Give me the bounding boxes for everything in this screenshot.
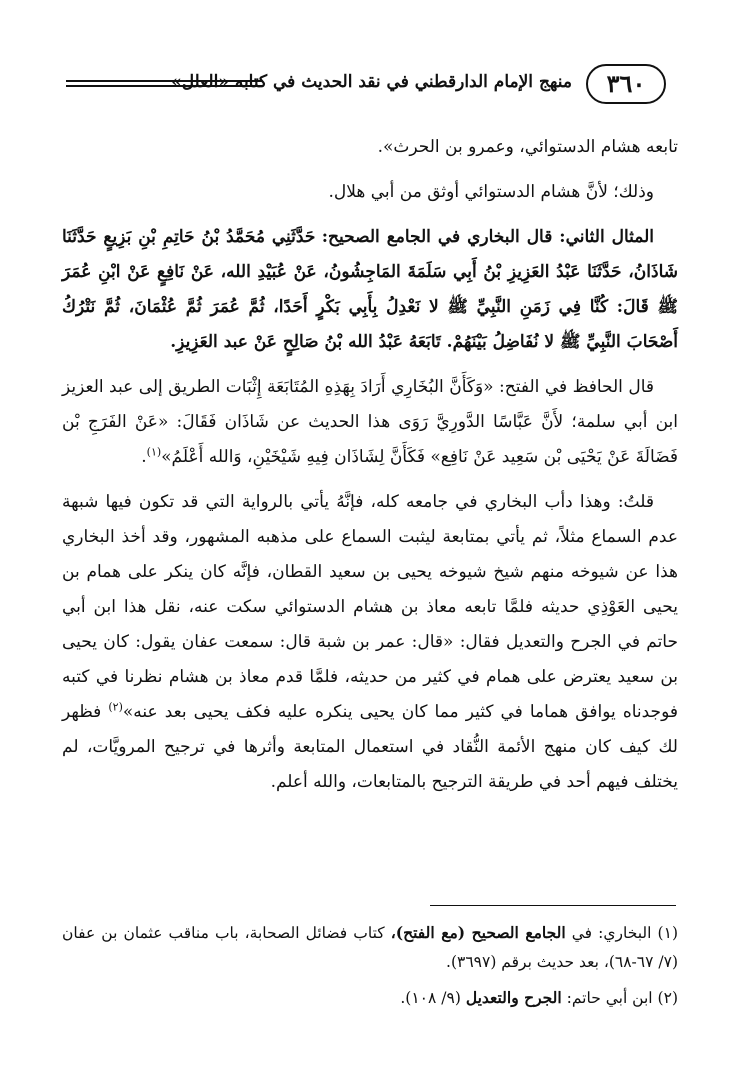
paragraph: تابعه هشام الدستوائي، وعمرو بن الحرث». xyxy=(377,137,678,157)
paragraph-comment: قلتُ: وهذا دأب البخاري في جامعه كله، فإنَّهُ يأتي بالرواية التي قد تكون فيها شبهة عدم السماع مثلاً، ثم يأتي بمتابعة ليثبت السماع على مذهبه المشهور، وقد أخذ البخاري هذا عن شيوخه منهم شيخ شيوخه يحيى بن سعيد القطان، فإنَّه كان ينكر على همام بن يحيى العَوْذِي حديثه فلمَّا تابعه معاذ بن هشام الدستوائي سكت عنه، نقل هذا ابن أبي حاتم في الجرح والتعديل فقال: «قال: عمر بن شبة قال: سمعت عفان يقول: كان يحيى بن سعيد يعترض على همام في كثير من حديثه، فلمَّا قدم معاذ بن هشام نظرنا في كتبه فوجدناه يوافق هماما في كثير مما كان يحيى ينكره عليه فكف يحيى بعد عنه»$^{(٢)}$ فظهر لك كيف كان منهج الأئمة النُّقاد في استعمال المتابعة وأثرها في ترجيح المرويَّات، لم يختلف فيهم أحد في طريقة الترجيح بالمتابعات، والله أعلم. xyxy=(62,492,679,792)
paragraph-hafiz-quote: قال الحافظ في الفتح: «وَكَأَنَّ البُخَارِي أَرَادَ بِهَذِهِ المُتَابَعَة إِثْبَات الطريق إلى عبد العزيز ابن أبي سلمة؛ لأَنَّ عَبَّاسًا الدَّورِيَّ رَوَى هذا الحديث عن شَاذَان فَقَالَ: «عَنْ الفَرَجِ بْن فَضَالَةَ عَنْ يَحْيَى بْن سَعِيد عَنْ نَافِع» فَكَأَنَّ لِشَاذَان فِيهِ شَيْخَيْنِ، وَالله أَعْلَمُ»$^{(١)}$. xyxy=(62,377,678,467)
quote-text: «وَكَأَنَّ البُخَارِي أَرَادَ بِهَذِهِ المُتَابَعَة إِثْبَات الطريق إلى عبد العزيز ابن أبي سلمة؛ لأَنَّ عَبَّاسًا الدَّورِيَّ رَوَى هذا الحديث عن شَاذَان فَقَالَ: «عَنْ الفَرَجِ بْن فَضَالَةَ عَنْ يَحْيَى بْن سَعِيد عَنْ نَافِع» فَكَأَنَّ لِشَاذَان فِيهِ شَيْخَيْنِ، وَالله أَعْلَمُ» xyxy=(62,377,678,467)
footnote-ref: (١) xyxy=(146,445,162,459)
paragraph-example-two xyxy=(62,220,678,360)
paragraph: وذلك؛ لأنَّ هشام الدستوائي أوثق من أبي هلال. xyxy=(328,182,654,202)
footnote-ref: (٢) xyxy=(108,700,123,714)
running-title: منهج الإمام الدارقطني في نقد الحديث في كتابه «العلل» xyxy=(171,72,572,92)
example-heading: المثال الثاني: قال البخاري في الجامع الصحيح: xyxy=(321,227,655,247)
footnote: (١) البخاري: في الجامع الصحيح (مع الفتح)، كتاب فضائل الصحابة، باب مناقب عثمان بن عفان (٧/ ٦٧-٦٨)، بعد حديث برقم (٣٦٩٧). xyxy=(62,923,678,971)
page-number: ٣٦٠ xyxy=(586,64,666,104)
footnote: (٢) ابن أبي حاتم: الجرح والتعديل (٩/ ١٠٨). xyxy=(400,988,678,1007)
hadith-text: حَدَّثَنِي مُحَمَّدُ بْنُ حَاتِمِ بْنِ بَزِيعٍ حَدَّثَنَا شَاذَانُ، حَدَّثَنَا عَبْدُ العَزِيزِ بْنُ أَبِي سَلَمَةَ المَاجِشُونُ، عَنْ عُبَيْدِ الله، عَنْ نَافِعٍ عَنْ ابْنِ عُمَرَ ﷺ قَالَ: كُنَّا فِي زَمَنِ النَّبِيِّ ﷺ لا نَعْدِلُ بِأَبِي بَكْرٍ أَحَدًا، ثُمَّ عُمَرَ ثُمَّ عُثْمَانَ، ثُمَّ نَتْرُكُ أَصْحَابَ النَّبِيِّ ﷺ لا نُفَاضِلُ بَيْنَهُمْ. تَابَعَهُ عَبْدُ الله بْنُ صَالِحٍ عَنْ عبد العَزِيزِ. xyxy=(62,227,678,352)
main-text xyxy=(62,130,678,810)
page-header xyxy=(66,62,666,108)
footnotes xyxy=(62,918,678,1019)
header-rule xyxy=(66,80,262,87)
footnote-divider xyxy=(430,905,676,906)
